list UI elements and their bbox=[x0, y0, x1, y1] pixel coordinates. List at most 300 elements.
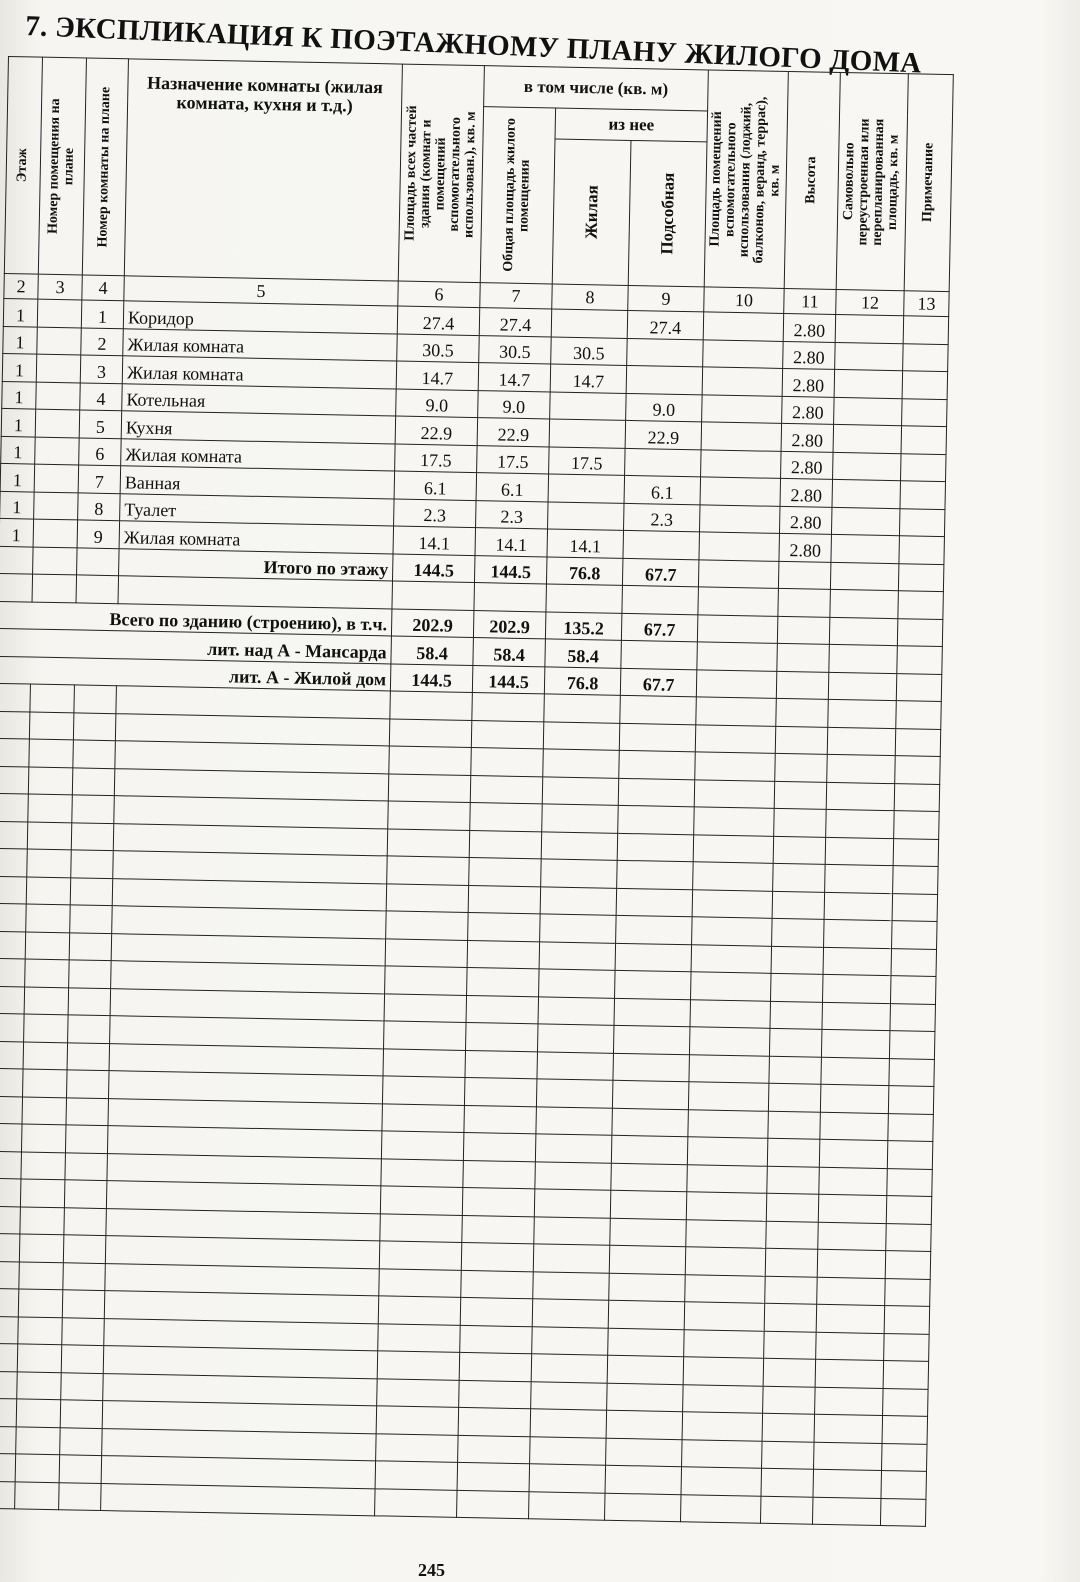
empty-cell bbox=[71, 822, 114, 850]
summary-living: 76.8 bbox=[544, 666, 621, 695]
empty-cell bbox=[0, 1398, 17, 1426]
column-number: 3 bbox=[38, 274, 82, 300]
table-cell bbox=[897, 646, 943, 674]
empty-cell bbox=[0, 1013, 24, 1041]
table-body bbox=[0, 298, 949, 1526]
empty-cell bbox=[467, 940, 540, 969]
floor-total-living: 76.8 bbox=[546, 556, 623, 585]
height-cell: 2.80 bbox=[779, 533, 832, 561]
empty-cell bbox=[887, 1168, 933, 1196]
empty-cell bbox=[619, 723, 696, 752]
empty-cell bbox=[695, 752, 776, 781]
total-area-cell: 2.3 bbox=[476, 500, 549, 529]
note-cell bbox=[903, 343, 949, 371]
empty-cell bbox=[763, 1386, 816, 1414]
empty-cell bbox=[470, 803, 543, 832]
empty-cell bbox=[776, 698, 829, 726]
empty-cell bbox=[893, 838, 939, 866]
empty-cell bbox=[469, 830, 542, 859]
empty-cell bbox=[770, 1001, 823, 1029]
empty-cell bbox=[820, 1112, 889, 1141]
empty-cell bbox=[0, 931, 26, 959]
auxiliary-area-cell: 27.4 bbox=[627, 310, 704, 339]
empty-cell bbox=[617, 833, 694, 862]
empty-cell bbox=[472, 693, 545, 722]
empty-cell bbox=[771, 973, 824, 1001]
empty-cell bbox=[828, 699, 897, 728]
room-number-cell: 4 bbox=[80, 382, 123, 410]
header-room-no-plan: Номер помещения на плане bbox=[38, 57, 86, 275]
room-name-cell: Жилая комната bbox=[122, 356, 396, 389]
empty-cell bbox=[530, 1436, 607, 1465]
empty-cell bbox=[0, 903, 26, 931]
empty-cell bbox=[74, 685, 117, 713]
empty-cell bbox=[695, 724, 776, 753]
header-height: Высота bbox=[784, 71, 840, 289]
empty-cell bbox=[610, 1190, 687, 1219]
aux-premises-cell bbox=[703, 339, 784, 368]
empty-cell bbox=[825, 837, 894, 866]
empty-cell bbox=[530, 1409, 607, 1438]
empty-cell bbox=[70, 877, 113, 905]
empty-cell bbox=[0, 711, 30, 739]
summary-label: Всего по зданию (строению), в т.ч. bbox=[0, 601, 392, 636]
empty-cell bbox=[894, 811, 940, 839]
empty-cell bbox=[378, 1296, 461, 1325]
room-name-cell: Ванная bbox=[120, 466, 394, 499]
empty-cell bbox=[70, 905, 113, 933]
empty-cell bbox=[887, 1141, 933, 1169]
empty-cell bbox=[101, 1483, 375, 1516]
empty-cell bbox=[0, 1178, 21, 1206]
area-cell: 9.0 bbox=[396, 389, 479, 418]
note-cell bbox=[901, 453, 947, 481]
empty-cell bbox=[818, 1194, 887, 1223]
empty-cell bbox=[20, 1206, 65, 1234]
living-area-cell: 17.5 bbox=[549, 446, 626, 475]
room-number-cell: 2 bbox=[81, 327, 124, 355]
empty-cell bbox=[73, 740, 116, 768]
empty-cell bbox=[885, 1251, 931, 1279]
empty-cell bbox=[819, 1139, 888, 1168]
height-cell: 2.80 bbox=[783, 313, 836, 341]
empty-cell bbox=[769, 1056, 822, 1084]
empty-cell bbox=[29, 712, 74, 740]
empty-cell bbox=[815, 1359, 884, 1388]
room-number-cell: 6 bbox=[79, 437, 122, 465]
note-cell bbox=[900, 481, 946, 509]
total-area-cell: 22.9 bbox=[477, 418, 550, 447]
table-cell bbox=[829, 644, 898, 673]
empty-cell bbox=[682, 1412, 763, 1441]
empty-cell bbox=[0, 1481, 15, 1509]
empty-cell bbox=[683, 1384, 764, 1413]
area-cell: 22.9 bbox=[395, 416, 478, 445]
empty-cell bbox=[469, 858, 542, 887]
empty-cell bbox=[0, 766, 29, 794]
table-cell bbox=[896, 673, 942, 701]
empty-cell bbox=[23, 1041, 68, 1069]
table-cell bbox=[776, 671, 829, 699]
empty-cell bbox=[693, 862, 774, 891]
empty-cell bbox=[458, 1407, 531, 1436]
empty-cell bbox=[386, 883, 469, 912]
total-area-cell: 9.0 bbox=[478, 390, 551, 419]
empty-cell bbox=[462, 1187, 535, 1216]
summary-living: 135.2 bbox=[545, 611, 622, 640]
empty-cell bbox=[466, 1022, 539, 1051]
empty-cell bbox=[460, 1325, 533, 1354]
empty-cell bbox=[17, 1371, 62, 1399]
empty-cell bbox=[534, 1216, 611, 1245]
empty-cell bbox=[385, 966, 468, 995]
empty-cell bbox=[381, 1158, 464, 1187]
empty-cell bbox=[686, 1192, 767, 1221]
floor-cell: 1 bbox=[0, 518, 34, 546]
auxiliary-area-cell: 2.3 bbox=[624, 503, 701, 532]
empty-cell bbox=[685, 1247, 766, 1276]
header-including: в том числе (кв. м) bbox=[484, 66, 709, 111]
note-cell bbox=[899, 508, 945, 536]
empty-cell bbox=[0, 683, 30, 711]
empty-cell bbox=[617, 860, 694, 889]
empty-cell bbox=[0, 1041, 24, 1069]
floor-total-label: Итого по этажу bbox=[119, 548, 393, 581]
empty-cell bbox=[0, 848, 27, 876]
unauthorized-cell bbox=[834, 397, 903, 426]
empty-cell bbox=[0, 986, 25, 1014]
empty-cell bbox=[762, 1413, 815, 1441]
empty-cell bbox=[693, 834, 774, 863]
empty-cell bbox=[892, 893, 938, 921]
room-name-cell: Туалет bbox=[120, 493, 394, 526]
empty-cell bbox=[883, 1388, 929, 1416]
empty-cell bbox=[537, 1051, 614, 1080]
area-cell: 27.4 bbox=[397, 306, 480, 335]
summary-aux: 67.7 bbox=[620, 668, 697, 697]
empty-cell bbox=[386, 911, 469, 940]
empty-cell bbox=[468, 885, 541, 914]
empty-cell bbox=[0, 1288, 19, 1316]
empty-cell bbox=[471, 720, 544, 749]
empty-cell bbox=[817, 1249, 886, 1278]
note-cell bbox=[902, 398, 948, 426]
room-plan-cell bbox=[35, 437, 80, 465]
empty-cell bbox=[68, 987, 111, 1015]
unauthorized-cell bbox=[833, 424, 902, 453]
table-cell bbox=[77, 547, 120, 575]
empty-cell bbox=[0, 738, 29, 766]
empty-cell bbox=[826, 782, 895, 811]
empty-cell bbox=[884, 1306, 930, 1334]
auxiliary-area-cell: 6.1 bbox=[624, 475, 701, 504]
empty-cell bbox=[62, 1290, 105, 1318]
empty-cell bbox=[607, 1383, 684, 1412]
empty-cell bbox=[688, 1082, 769, 1111]
empty-cell bbox=[823, 947, 892, 976]
empty-cell bbox=[766, 1221, 819, 1249]
empty-cell bbox=[59, 1482, 102, 1510]
empty-cell bbox=[390, 691, 473, 720]
empty-cell bbox=[762, 1441, 815, 1469]
empty-cell bbox=[544, 694, 621, 723]
empty-cell bbox=[60, 1427, 103, 1455]
empty-cell bbox=[460, 1297, 533, 1326]
empty-cell bbox=[531, 1354, 608, 1383]
empty-cell bbox=[18, 1316, 63, 1344]
empty-cell bbox=[819, 1167, 888, 1196]
empty-cell bbox=[692, 917, 773, 946]
empty-cell bbox=[529, 1491, 606, 1520]
empty-cell bbox=[609, 1273, 686, 1302]
empty-cell bbox=[0, 1151, 21, 1179]
empty-cell bbox=[769, 1028, 822, 1056]
empty-cell bbox=[384, 1021, 467, 1050]
empty-cell bbox=[894, 783, 940, 811]
empty-cell bbox=[774, 808, 827, 836]
empty-cell bbox=[459, 1352, 532, 1381]
table-cell bbox=[829, 617, 898, 646]
floor-cell: 1 bbox=[3, 326, 38, 354]
empty-cell bbox=[814, 1414, 883, 1443]
empty-cell bbox=[691, 944, 772, 973]
empty-cell bbox=[772, 891, 825, 919]
room-plan-cell bbox=[37, 327, 82, 355]
empty-cell bbox=[535, 1134, 612, 1163]
empty-cell bbox=[378, 1323, 461, 1352]
header-of-which: из нее bbox=[555, 108, 708, 142]
unauthorized-cell bbox=[835, 342, 904, 371]
area-cell: 14.7 bbox=[396, 361, 479, 390]
empty-cell bbox=[771, 946, 824, 974]
table-cell bbox=[0, 573, 33, 601]
empty-cell bbox=[467, 967, 540, 996]
living-area-cell: 14.1 bbox=[547, 529, 624, 558]
column-number: 7 bbox=[480, 283, 552, 309]
table-cell bbox=[778, 588, 831, 616]
empty-cell bbox=[389, 718, 472, 747]
empty-cell bbox=[893, 866, 939, 894]
empty-cell bbox=[0, 1426, 16, 1454]
empty-cell bbox=[468, 912, 541, 941]
table-cell bbox=[696, 669, 777, 698]
empty-cell bbox=[890, 1003, 936, 1031]
table-cell bbox=[76, 575, 119, 603]
table-cell bbox=[828, 672, 897, 701]
floor-cell: 1 bbox=[2, 353, 37, 381]
living-area-cell: 30.5 bbox=[551, 336, 628, 365]
empty-cell bbox=[466, 995, 539, 1024]
empty-cell bbox=[72, 795, 115, 823]
empty-cell bbox=[461, 1270, 534, 1299]
header-total-living-premises: Общая площадь жилого помещения bbox=[480, 107, 555, 284]
empty-cell bbox=[377, 1378, 460, 1407]
living-area-cell bbox=[551, 309, 628, 338]
empty-cell bbox=[764, 1331, 817, 1359]
empty-cell bbox=[888, 1086, 934, 1114]
empty-cell bbox=[381, 1131, 464, 1160]
empty-cell bbox=[772, 918, 825, 946]
empty-cell bbox=[608, 1300, 685, 1329]
empty-cell bbox=[69, 932, 112, 960]
area-cell: 30.5 bbox=[397, 334, 480, 363]
empty-cell bbox=[889, 1058, 935, 1086]
summary-area: 58.4 bbox=[391, 636, 474, 665]
empty-cell bbox=[827, 727, 896, 756]
empty-cell bbox=[616, 888, 693, 917]
empty-cell bbox=[377, 1351, 460, 1380]
room-number-cell: 8 bbox=[78, 492, 121, 520]
empty-cell bbox=[763, 1358, 816, 1386]
empty-cell bbox=[815, 1387, 884, 1416]
empty-cell bbox=[816, 1304, 885, 1333]
empty-cell bbox=[379, 1268, 462, 1297]
empty-cell bbox=[765, 1276, 818, 1304]
empty-cell bbox=[24, 986, 69, 1014]
table-header bbox=[4, 57, 954, 317]
empty-cell bbox=[388, 801, 471, 830]
note-cell bbox=[902, 371, 948, 399]
floor-cell: 1 bbox=[0, 463, 35, 491]
note-cell bbox=[901, 426, 947, 454]
empty-cell bbox=[24, 1014, 69, 1042]
empty-cell bbox=[25, 932, 70, 960]
living-area-cell bbox=[549, 419, 626, 448]
empty-cell bbox=[614, 998, 691, 1027]
empty-cell bbox=[688, 1109, 769, 1138]
summary-living: 58.4 bbox=[545, 639, 622, 668]
document-title: 7. ЭКСПЛИКАЦИЯ К ПОЭТАЖНОМУ ПЛАНУ ЖИЛОГО ДОМА bbox=[24, 10, 923, 80]
floor-total-aux: 67.7 bbox=[622, 558, 699, 587]
header-unauthorized: Самовольно переустроенная или перепланированная площадь, кв. м bbox=[836, 72, 908, 290]
empty-cell bbox=[540, 886, 617, 915]
empty-cell bbox=[814, 1442, 883, 1471]
empty-cell bbox=[615, 943, 692, 972]
column-number: 9 bbox=[628, 285, 704, 311]
empty-cell bbox=[541, 859, 618, 888]
column-number: 5 bbox=[124, 276, 398, 306]
note-cell bbox=[903, 316, 949, 344]
empty-cell bbox=[823, 974, 892, 1003]
header-note: Примечание bbox=[904, 74, 953, 292]
living-area-cell bbox=[548, 474, 625, 503]
unauthorized-cell bbox=[831, 507, 900, 536]
empty-cell bbox=[67, 1070, 110, 1098]
height-cell: 2.80 bbox=[783, 341, 836, 369]
empty-cell bbox=[694, 807, 775, 836]
empty-cell bbox=[775, 753, 828, 781]
empty-cell bbox=[766, 1193, 819, 1221]
empty-cell bbox=[606, 1410, 683, 1439]
empty-cell bbox=[611, 1135, 688, 1164]
empty-cell bbox=[21, 1151, 66, 1179]
empty-cell bbox=[822, 1002, 891, 1031]
empty-cell bbox=[385, 938, 468, 967]
empty-cell bbox=[692, 889, 773, 918]
empty-cell bbox=[609, 1245, 686, 1274]
table-cell bbox=[777, 643, 830, 671]
empty-cell bbox=[67, 1042, 110, 1070]
empty-cell bbox=[73, 712, 116, 740]
empty-cell bbox=[605, 1493, 682, 1522]
column-number: 12 bbox=[836, 289, 904, 315]
empty-cell bbox=[619, 750, 696, 779]
table-cell bbox=[778, 561, 831, 589]
empty-cell bbox=[23, 1069, 68, 1097]
empty-cell bbox=[463, 1132, 536, 1161]
empty-cell bbox=[471, 748, 544, 777]
empty-cell bbox=[775, 726, 828, 754]
empty-cell bbox=[457, 1490, 530, 1519]
floor-total-area: 144.5 bbox=[392, 553, 475, 582]
empty-cell bbox=[26, 877, 71, 905]
table-cell bbox=[830, 562, 899, 591]
empty-cell bbox=[536, 1079, 613, 1108]
table-cell bbox=[392, 581, 475, 610]
empty-cell bbox=[0, 958, 25, 986]
empty-cell bbox=[18, 1289, 63, 1317]
floor-total-total: 144.5 bbox=[474, 555, 547, 584]
height-cell: 2.80 bbox=[780, 506, 833, 534]
header-living: Жилая bbox=[552, 139, 631, 285]
empty-cell bbox=[820, 1084, 889, 1113]
unauthorized-cell bbox=[834, 369, 903, 398]
empty-cell bbox=[383, 1048, 466, 1077]
empty-cell bbox=[539, 969, 616, 998]
empty-cell bbox=[464, 1077, 537, 1106]
empty-cell bbox=[22, 1096, 67, 1124]
header-purpose: Назначение комнаты (жилая комната, кухня и т.д.) bbox=[124, 59, 402, 281]
empty-cell bbox=[21, 1124, 66, 1152]
total-area-cell: 30.5 bbox=[479, 335, 552, 364]
header-area-all: Площадь всех частей здания (комнат и помещений вспомогательного использован.), кв. м bbox=[398, 64, 484, 283]
auxiliary-area-cell: 22.9 bbox=[625, 420, 702, 449]
empty-cell bbox=[889, 1031, 935, 1059]
empty-cell bbox=[0, 1096, 23, 1124]
area-cell: 17.5 bbox=[395, 444, 478, 473]
room-plan-cell bbox=[34, 464, 79, 492]
unauthorized-cell bbox=[831, 534, 900, 563]
empty-cell bbox=[537, 1024, 614, 1053]
empty-cell bbox=[685, 1274, 766, 1303]
empty-cell bbox=[689, 1054, 770, 1083]
empty-cell bbox=[63, 1262, 106, 1290]
empty-cell bbox=[881, 1471, 927, 1499]
header-room-no-room: Номер комнаты на плане bbox=[82, 58, 128, 276]
empty-cell bbox=[605, 1465, 682, 1494]
empty-cell bbox=[28, 767, 73, 795]
explication-table bbox=[0, 56, 954, 1527]
empty-cell bbox=[0, 1123, 22, 1151]
empty-cell bbox=[532, 1326, 609, 1355]
empty-cell bbox=[63, 1235, 106, 1263]
room-name-cell: Жилая комната bbox=[119, 521, 393, 554]
empty-cell bbox=[65, 1152, 108, 1180]
empty-cell bbox=[613, 1025, 690, 1054]
empty-cell bbox=[888, 1113, 934, 1141]
empty-cell bbox=[30, 684, 75, 712]
empty-cell bbox=[529, 1464, 606, 1493]
table-cell bbox=[698, 587, 779, 616]
empty-cell bbox=[0, 1316, 18, 1344]
empty-cell bbox=[384, 993, 467, 1022]
empty-cell bbox=[895, 756, 941, 784]
empty-cell bbox=[531, 1381, 608, 1410]
aux-premises-cell bbox=[703, 312, 784, 341]
empty-cell bbox=[615, 970, 692, 999]
table-cell bbox=[697, 614, 778, 643]
empty-cell bbox=[610, 1218, 687, 1247]
